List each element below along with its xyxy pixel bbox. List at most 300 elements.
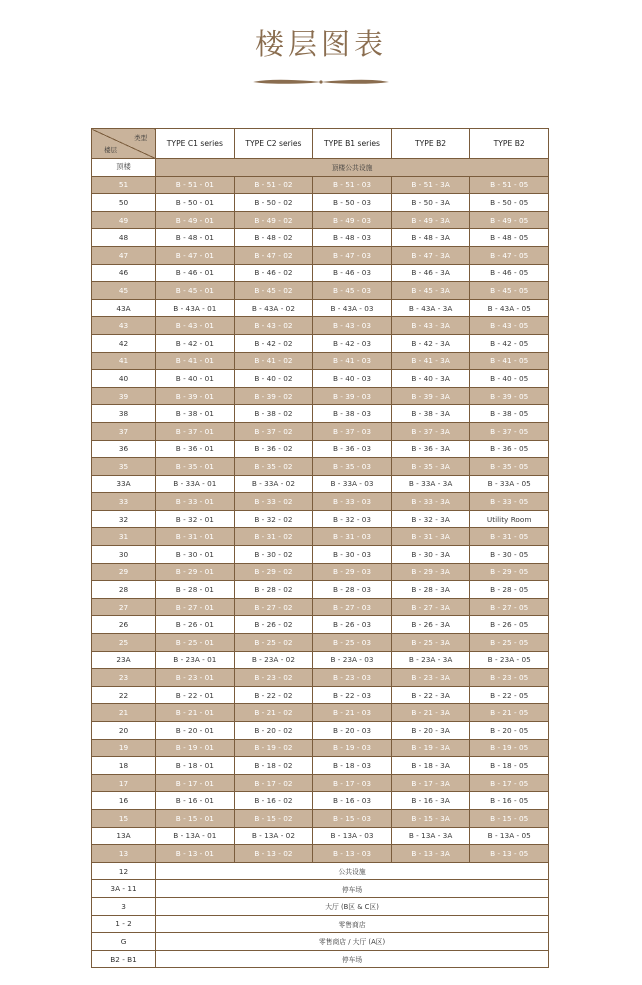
unit-cell: B - 36 - 01 <box>156 440 235 458</box>
floor-label: 37 <box>92 422 156 440</box>
table-row <box>92 950 549 968</box>
unit-cell: B - 45 - 05 <box>470 282 549 300</box>
unit-cell: B - 27 - 03 <box>313 598 392 616</box>
unit-cell: B - 18 - 03 <box>313 757 392 775</box>
floor-usage-cell: 零售商店 <box>156 915 549 933</box>
table-row <box>92 194 549 212</box>
table-row <box>92 246 549 264</box>
unit-cell: B - 35 - 01 <box>156 458 235 476</box>
unit-cell: B - 33 - 03 <box>313 493 392 511</box>
table-row <box>92 933 549 951</box>
table-header-row <box>92 129 549 159</box>
unit-cell: B - 21 - 05 <box>470 704 549 722</box>
unit-cell: B - 28 - 05 <box>470 581 549 599</box>
unit-cell: B - 16 - 01 <box>156 792 235 810</box>
table-row <box>92 722 549 740</box>
unit-cell: B - 41 - 3A <box>391 352 470 370</box>
divider-ornament <box>251 74 391 90</box>
unit-cell: B - 27 - 05 <box>470 598 549 616</box>
unit-cell: B - 43A - 3A <box>391 299 470 317</box>
table-row <box>92 387 549 405</box>
unit-cell: B - 22 - 02 <box>234 686 313 704</box>
unit-cell: B - 30 - 01 <box>156 546 235 564</box>
floor-label: 顶楼 <box>92 159 156 177</box>
floor-label: 43A <box>92 299 156 317</box>
unit-cell: B - 15 - 3A <box>391 809 470 827</box>
table-row <box>92 317 549 335</box>
column-header: TYPE B1 series <box>313 129 392 159</box>
table-row <box>92 334 549 352</box>
unit-cell: B - 33A - 3A <box>391 475 470 493</box>
unit-cell: B - 25 - 05 <box>470 634 549 652</box>
unit-cell: B - 43 - 3A <box>391 317 470 335</box>
unit-cell: B - 37 - 03 <box>313 422 392 440</box>
unit-cell: B - 51 - 01 <box>156 176 235 194</box>
floor-label: 42 <box>92 334 156 352</box>
unit-cell: B - 46 - 02 <box>234 264 313 282</box>
unit-cell: B - 18 - 05 <box>470 757 549 775</box>
unit-cell: B - 13 - 3A <box>391 845 470 863</box>
floor-label: 38 <box>92 405 156 423</box>
table-row <box>92 299 549 317</box>
unit-cell: B - 23A - 3A <box>391 651 470 669</box>
unit-cell: B - 43A - 05 <box>470 299 549 317</box>
unit-cell: B - 40 - 03 <box>313 370 392 388</box>
unit-cell: B - 43 - 02 <box>234 317 313 335</box>
floor-label: 49 <box>92 211 156 229</box>
unit-cell: B - 38 - 01 <box>156 405 235 423</box>
unit-cell: B - 30 - 3A <box>391 546 470 564</box>
unit-cell: B - 26 - 3A <box>391 616 470 634</box>
unit-cell: B - 32 - 02 <box>234 510 313 528</box>
unit-cell: B - 26 - 03 <box>313 616 392 634</box>
unit-cell: B - 43 - 03 <box>313 317 392 335</box>
unit-cell: B - 46 - 01 <box>156 264 235 282</box>
column-header: TYPE C1 series <box>156 129 235 159</box>
unit-cell: B - 19 - 05 <box>470 739 549 757</box>
unit-cell: B - 51 - 3A <box>391 176 470 194</box>
table-row <box>92 774 549 792</box>
table-row <box>92 598 549 616</box>
unit-cell: B - 38 - 03 <box>313 405 392 423</box>
unit-cell: B - 19 - 03 <box>313 739 392 757</box>
unit-cell: B - 36 - 3A <box>391 440 470 458</box>
unit-cell: B - 45 - 01 <box>156 282 235 300</box>
floor-label: 25 <box>92 634 156 652</box>
table-row <box>92 704 549 722</box>
unit-cell: B - 38 - 02 <box>234 405 313 423</box>
unit-cell: B - 47 - 01 <box>156 246 235 264</box>
unit-cell: B - 16 - 02 <box>234 792 313 810</box>
floor-label: 51 <box>92 176 156 194</box>
unit-cell: B - 39 - 03 <box>313 387 392 405</box>
table-row <box>92 581 549 599</box>
unit-cell: B - 33A - 05 <box>470 475 549 493</box>
unit-cell: B - 29 - 01 <box>156 563 235 581</box>
unit-cell: B - 42 - 3A <box>391 334 470 352</box>
unit-cell: B - 40 - 05 <box>470 370 549 388</box>
unit-cell: B - 46 - 03 <box>313 264 392 282</box>
unit-cell: B - 37 - 05 <box>470 422 549 440</box>
unit-cell: B - 33A - 03 <box>313 475 392 493</box>
unit-cell: B - 18 - 3A <box>391 757 470 775</box>
floor-label: 23 <box>92 669 156 687</box>
unit-cell: B - 30 - 05 <box>470 546 549 564</box>
unit-cell: B - 37 - 02 <box>234 422 313 440</box>
unit-cell: B - 28 - 3A <box>391 581 470 599</box>
unit-cell: B - 13 - 05 <box>470 845 549 863</box>
floor-label: 45 <box>92 282 156 300</box>
unit-cell: B - 31 - 02 <box>234 528 313 546</box>
unit-cell: B - 22 - 3A <box>391 686 470 704</box>
unit-cell: B - 50 - 05 <box>470 194 549 212</box>
unit-cell: B - 23 - 03 <box>313 669 392 687</box>
unit-cell: B - 20 - 3A <box>391 722 470 740</box>
unit-cell: B - 15 - 01 <box>156 809 235 827</box>
corner-type-label: 类型 <box>134 134 148 142</box>
unit-cell: B - 22 - 05 <box>470 686 549 704</box>
unit-cell: B - 35 - 05 <box>470 458 549 476</box>
unit-cell: B - 45 - 3A <box>391 282 470 300</box>
unit-cell: B - 31 - 01 <box>156 528 235 546</box>
unit-cell: B - 13A - 03 <box>313 827 392 845</box>
unit-cell: B - 49 - 03 <box>313 211 392 229</box>
unit-cell: B - 29 - 05 <box>470 563 549 581</box>
floor-label: B2 - B1 <box>92 950 156 968</box>
table-row <box>92 370 549 388</box>
floor-label: 31 <box>92 528 156 546</box>
floor-usage-cell: 停车场 <box>156 880 549 898</box>
floor-label: 15 <box>92 809 156 827</box>
floor-label: 28 <box>92 581 156 599</box>
unit-cell: B - 26 - 05 <box>470 616 549 634</box>
unit-cell: B - 45 - 03 <box>313 282 392 300</box>
floor-label: 40 <box>92 370 156 388</box>
floor-label: 12 <box>92 862 156 880</box>
unit-cell: B - 38 - 3A <box>391 405 470 423</box>
unit-cell: B - 35 - 02 <box>234 458 313 476</box>
unit-cell: B - 48 - 01 <box>156 229 235 247</box>
unit-cell: B - 49 - 01 <box>156 211 235 229</box>
unit-cell: B - 36 - 03 <box>313 440 392 458</box>
unit-cell: B - 26 - 02 <box>234 616 313 634</box>
unit-cell: B - 32 - 01 <box>156 510 235 528</box>
column-header: TYPE C2 series <box>234 129 313 159</box>
floor-label: 36 <box>92 440 156 458</box>
unit-cell: B - 19 - 01 <box>156 739 235 757</box>
table-row <box>92 616 549 634</box>
unit-cell: B - 13 - 01 <box>156 845 235 863</box>
unit-cell: B - 49 - 02 <box>234 211 313 229</box>
unit-cell: B - 48 - 02 <box>234 229 313 247</box>
column-header: TYPE B2 <box>391 129 470 159</box>
unit-cell: B - 40 - 01 <box>156 370 235 388</box>
header-corner <box>92 129 156 159</box>
unit-cell: B - 33 - 3A <box>391 493 470 511</box>
unit-cell: B - 13 - 03 <box>313 845 392 863</box>
unit-cell: B - 22 - 03 <box>313 686 392 704</box>
table-row <box>92 176 549 194</box>
unit-cell: B - 36 - 05 <box>470 440 549 458</box>
unit-cell: B - 51 - 03 <box>313 176 392 194</box>
unit-cell: B - 17 - 3A <box>391 774 470 792</box>
unit-cell: B - 28 - 01 <box>156 581 235 599</box>
unit-cell: B - 16 - 05 <box>470 792 549 810</box>
table-row <box>92 563 549 581</box>
unit-cell: B - 25 - 03 <box>313 634 392 652</box>
table-row <box>92 458 549 476</box>
unit-cell: B - 25 - 01 <box>156 634 235 652</box>
unit-cell: B - 47 - 3A <box>391 246 470 264</box>
unit-cell: B - 48 - 3A <box>391 229 470 247</box>
unit-cell: B - 35 - 3A <box>391 458 470 476</box>
unit-cell: B - 23A - 03 <box>313 651 392 669</box>
unit-cell: B - 42 - 05 <box>470 334 549 352</box>
unit-cell: B - 35 - 03 <box>313 458 392 476</box>
table-row <box>92 440 549 458</box>
floor-usage-cell: 公共设施 <box>156 862 549 880</box>
corner-floor-label: 楼层 <box>104 146 117 154</box>
page-title: 楼层图表 <box>254 27 387 61</box>
floor-label: 30 <box>92 546 156 564</box>
unit-cell: B - 25 - 02 <box>234 634 313 652</box>
unit-cell: B - 39 - 3A <box>391 387 470 405</box>
unit-cell: B - 41 - 05 <box>470 352 549 370</box>
unit-cell: B - 32 - 3A <box>391 510 470 528</box>
unit-cell: B - 49 - 3A <box>391 211 470 229</box>
unit-cell: B - 43A - 03 <box>313 299 392 317</box>
unit-cell: B - 40 - 02 <box>234 370 313 388</box>
unit-cell: B - 50 - 02 <box>234 194 313 212</box>
unit-cell: B - 21 - 03 <box>313 704 392 722</box>
floor-label: 16 <box>92 792 156 810</box>
floor-label: 47 <box>92 246 156 264</box>
unit-cell: B - 13A - 3A <box>391 827 470 845</box>
table-row <box>92 546 549 564</box>
column-header: TYPE B2 <box>470 129 549 159</box>
floor-label: 26 <box>92 616 156 634</box>
table-row <box>92 510 549 528</box>
unit-cell: B - 37 - 01 <box>156 422 235 440</box>
unit-cell: B - 23 - 01 <box>156 669 235 687</box>
table-row <box>92 405 549 423</box>
table-row <box>92 809 549 827</box>
unit-cell: B - 13A - 01 <box>156 827 235 845</box>
table-row <box>92 475 549 493</box>
floor-label: 29 <box>92 563 156 581</box>
floor-label: 3A - 11 <box>92 880 156 898</box>
table-body <box>92 159 549 968</box>
unit-cell: B - 50 - 03 <box>313 194 392 212</box>
unit-cell: B - 16 - 3A <box>391 792 470 810</box>
unit-cell: B - 42 - 02 <box>234 334 313 352</box>
unit-cell: B - 18 - 01 <box>156 757 235 775</box>
floor-label: 33A <box>92 475 156 493</box>
table-row <box>92 827 549 845</box>
unit-cell: B - 46 - 05 <box>470 264 549 282</box>
floor-label: 43 <box>92 317 156 335</box>
unit-cell: B - 51 - 02 <box>234 176 313 194</box>
unit-cell: B - 30 - 03 <box>313 546 392 564</box>
unit-cell: B - 20 - 03 <box>313 722 392 740</box>
unit-cell: B - 33 - 05 <box>470 493 549 511</box>
unit-cell: B - 19 - 3A <box>391 739 470 757</box>
unit-cell: B - 47 - 02 <box>234 246 313 264</box>
unit-cell: B - 23 - 02 <box>234 669 313 687</box>
unit-cell: B - 40 - 3A <box>391 370 470 388</box>
unit-cell: B - 47 - 05 <box>470 246 549 264</box>
unit-cell: B - 33 - 02 <box>234 493 313 511</box>
unit-cell: B - 39 - 05 <box>470 387 549 405</box>
unit-cell: B - 18 - 02 <box>234 757 313 775</box>
table-row <box>92 862 549 880</box>
floor-label: 33 <box>92 493 156 511</box>
table-row <box>92 282 549 300</box>
table-row <box>92 264 549 282</box>
floor-label: 46 <box>92 264 156 282</box>
unit-cell: B - 31 - 03 <box>313 528 392 546</box>
unit-cell: B - 42 - 03 <box>313 334 392 352</box>
unit-cell: B - 20 - 01 <box>156 722 235 740</box>
floor-label: 20 <box>92 722 156 740</box>
table-row <box>92 792 549 810</box>
floor-label: 13 <box>92 845 156 863</box>
unit-cell: B - 23 - 3A <box>391 669 470 687</box>
floor-label: 39 <box>92 387 156 405</box>
unit-cell: B - 50 - 01 <box>156 194 235 212</box>
table-row <box>92 880 549 898</box>
unit-cell: B - 27 - 01 <box>156 598 235 616</box>
unit-cell: B - 17 - 03 <box>313 774 392 792</box>
unit-cell: B - 21 - 01 <box>156 704 235 722</box>
unit-cell: B - 39 - 02 <box>234 387 313 405</box>
unit-cell: B - 21 - 02 <box>234 704 313 722</box>
floor-label: 17 <box>92 774 156 792</box>
unit-cell: B - 15 - 02 <box>234 809 313 827</box>
floor-label: 1 - 2 <box>92 915 156 933</box>
table-row <box>92 352 549 370</box>
floor-label: 48 <box>92 229 156 247</box>
floor-usage-cell: 停车场 <box>156 950 549 968</box>
table-row <box>92 528 549 546</box>
unit-cell: B - 45 - 02 <box>234 282 313 300</box>
unit-cell: B - 15 - 05 <box>470 809 549 827</box>
unit-cell: B - 41 - 02 <box>234 352 313 370</box>
unit-cell: B - 20 - 05 <box>470 722 549 740</box>
unit-cell: B - 46 - 3A <box>391 264 470 282</box>
unit-cell: B - 51 - 05 <box>470 176 549 194</box>
unit-cell: B - 33A - 02 <box>234 475 313 493</box>
unit-cell: B - 49 - 05 <box>470 211 549 229</box>
floor-label: 23A <box>92 651 156 669</box>
unit-cell: B - 48 - 05 <box>470 229 549 247</box>
floor-label: 32 <box>92 510 156 528</box>
unit-cell: B - 13A - 05 <box>470 827 549 845</box>
unit-cell: B - 20 - 02 <box>234 722 313 740</box>
unit-cell: B - 48 - 03 <box>313 229 392 247</box>
table-row <box>92 845 549 863</box>
unit-cell: B - 29 - 02 <box>234 563 313 581</box>
table-row <box>92 211 549 229</box>
floor-usage-cell: 零售商店 / 大厅 (A区) <box>156 933 549 951</box>
floor-label: 22 <box>92 686 156 704</box>
table-row <box>92 651 549 669</box>
unit-cell: B - 13 - 02 <box>234 845 313 863</box>
unit-cell: B - 43 - 05 <box>470 317 549 335</box>
floor-table <box>91 128 549 968</box>
table-row <box>92 757 549 775</box>
unit-cell: B - 16 - 03 <box>313 792 392 810</box>
unit-cell: B - 17 - 02 <box>234 774 313 792</box>
unit-cell: B - 23A - 01 <box>156 651 235 669</box>
unit-cell: Utility Room <box>470 510 549 528</box>
floor-label: 50 <box>92 194 156 212</box>
table-row <box>92 422 549 440</box>
unit-cell: B - 28 - 02 <box>234 581 313 599</box>
table-row <box>92 897 549 915</box>
table-row <box>92 669 549 687</box>
table-row <box>92 229 549 247</box>
unit-cell: B - 27 - 02 <box>234 598 313 616</box>
table-row <box>92 159 549 177</box>
floor-label: 41 <box>92 352 156 370</box>
unit-cell: B - 26 - 01 <box>156 616 235 634</box>
unit-cell: B - 15 - 03 <box>313 809 392 827</box>
unit-cell: B - 33 - 01 <box>156 493 235 511</box>
table-row <box>92 493 549 511</box>
table-row <box>92 915 549 933</box>
floor-label: 13A <box>92 827 156 845</box>
unit-cell: B - 30 - 02 <box>234 546 313 564</box>
floor-usage-cell: 顶楼公共设施 <box>156 159 549 177</box>
unit-cell: B - 25 - 3A <box>391 634 470 652</box>
unit-cell: B - 38 - 05 <box>470 405 549 423</box>
unit-cell: B - 31 - 05 <box>470 528 549 546</box>
unit-cell: B - 23A - 02 <box>234 651 313 669</box>
table-row <box>92 739 549 757</box>
unit-cell: B - 19 - 02 <box>234 739 313 757</box>
unit-cell: B - 42 - 01 <box>156 334 235 352</box>
unit-cell: B - 28 - 03 <box>313 581 392 599</box>
unit-cell: B - 29 - 3A <box>391 563 470 581</box>
floor-label: 27 <box>92 598 156 616</box>
unit-cell: B - 50 - 3A <box>391 194 470 212</box>
unit-cell: B - 23A - 05 <box>470 651 549 669</box>
unit-cell: B - 37 - 3A <box>391 422 470 440</box>
table-row <box>92 634 549 652</box>
floor-label: 18 <box>92 757 156 775</box>
unit-cell: B - 27 - 3A <box>391 598 470 616</box>
floor-label: 35 <box>92 458 156 476</box>
unit-cell: B - 43A - 02 <box>234 299 313 317</box>
floor-label: 19 <box>92 739 156 757</box>
unit-cell: B - 41 - 03 <box>313 352 392 370</box>
unit-cell: B - 33A - 01 <box>156 475 235 493</box>
floor-usage-cell: 大厅 (B区 & C区) <box>156 897 549 915</box>
floor-label: G <box>92 933 156 951</box>
unit-cell: B - 31 - 3A <box>391 528 470 546</box>
unit-cell: B - 17 - 01 <box>156 774 235 792</box>
unit-cell: B - 43 - 01 <box>156 317 235 335</box>
unit-cell: B - 47 - 03 <box>313 246 392 264</box>
unit-cell: B - 39 - 01 <box>156 387 235 405</box>
unit-cell: B - 41 - 01 <box>156 352 235 370</box>
unit-cell: B - 17 - 05 <box>470 774 549 792</box>
unit-cell: B - 36 - 02 <box>234 440 313 458</box>
floor-label: 3 <box>92 897 156 915</box>
unit-cell: B - 32 - 03 <box>313 510 392 528</box>
floor-label: 21 <box>92 704 156 722</box>
